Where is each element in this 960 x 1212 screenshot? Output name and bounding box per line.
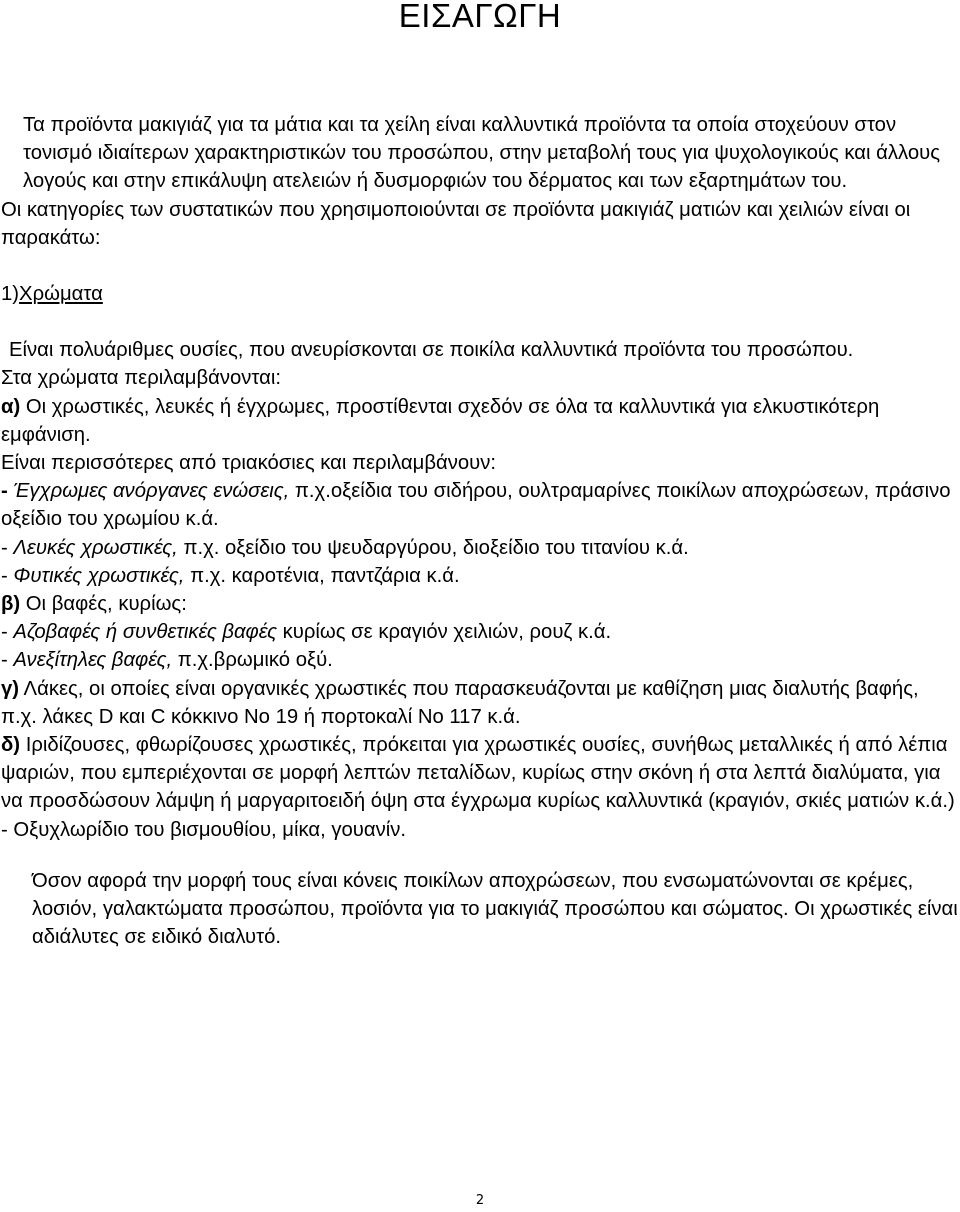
intro-paragraph-2: Οι κατηγορίες των συστατικών που χρησιμοποιούνται σε προϊόντα μακιγιάζ ματιών και χειλιών είναι οι παρακάτω: bbox=[1, 198, 911, 249]
page-number: 2 bbox=[475, 1193, 485, 1208]
section-paragraph-1: Είναι πολυάριθμες ουσίες, που ανευρίσκονται σε ποικίλα καλλυντικά προϊόντα του προσώπου. bbox=[9, 339, 854, 362]
item-d-text: Ιριδίζουσες, φθωρίζουσες χρωστικές, πρόκειται για χρωστικές ουσίες, συνήθως μεταλλικές ή από λέπια ψαριών, που εμπεριέχονται σε μορφή λεπτών πεταλίδων, κυρίως στην σκόνη ή στα λεπτά διαλύματα, για να προσδώσουν λάμψη ή μαργαριτοειδή όψη στα έγχρωμα κυρίως καλλυντικά (κραγιόν, σκιές ματιών κ.ά.) bbox=[1, 734, 955, 813]
document-body bbox=[1, 111, 959, 951]
list-item-b bbox=[1, 590, 959, 618]
spacer bbox=[1, 252, 959, 280]
list-item-d bbox=[1, 731, 959, 816]
section-title: Χρώματα bbox=[19, 283, 103, 306]
dash: - bbox=[1, 480, 14, 503]
sub-item-b2-text: π.χ.βρωμικό οξύ. bbox=[172, 649, 333, 672]
spacer bbox=[1, 308, 959, 336]
item-c-label: γ) bbox=[1, 677, 20, 700]
list-item-c bbox=[1, 675, 959, 731]
closing-paragraph: Όσον αφορά την μορφή τους είναι κόνεις ποικίλων αποχρώσεων, που ενσωματώνονται σε κρέμες, λοσιόν, γαλακτώματα προσώπου, προϊόντα για το μακιγιάζ προσώπου και σώματος. Οι χρωστικές είναι αδιάλυτες σε ειδικό διαλυτό. bbox=[32, 869, 958, 949]
item-b-label: β) bbox=[1, 593, 21, 616]
dash: - bbox=[1, 564, 14, 587]
sub-item-a2-text: π.χ. οξείδιο του ψευδαργύρου, διοξείδιο του τιτανίου κ.ά. bbox=[177, 536, 689, 559]
sub-item-d1: - Οξυχλωρίδιο του βισμουθίου, μίκα, γουανίν. bbox=[1, 818, 407, 841]
sub-item-a2 bbox=[1, 534, 959, 562]
item-d-label: δ) bbox=[1, 734, 21, 757]
dash: - bbox=[1, 536, 14, 559]
intro-paragraph-1: Τα προϊόντα μακιγιάζ για τα μάτια και τα χείλη είναι καλλυντικά προϊόντα τα οποία στοχεύουν στον τονισμό ιδιαίτερων χαρακτηριστικών του προσώπου, στην μεταβολή τους για ψυχολογικούς και άλλους λογούς και στην επικάλυψη ατελειών ή δυσμορφιών του δέρματος και των εξαρτημάτων του. bbox=[23, 114, 941, 193]
sub-item-b2 bbox=[1, 646, 959, 674]
sub-item-a2-emphasis: Λευκές χρωστικές, bbox=[13, 536, 178, 559]
section-heading bbox=[1, 280, 959, 308]
item-a-more: Είναι περισσότερες από τριακόσιες και περιλαμβάνουν: bbox=[1, 452, 496, 475]
sub-item-a1-text: π.χ.οξείδια του σιδήρου, ουλτραμαρίνες ποικίλων αποχρώσεων, πράσινο οξείδιο του χρωμίου κ.ά. bbox=[1, 480, 951, 531]
spacer bbox=[1, 844, 959, 867]
item-a-label: α) bbox=[1, 395, 21, 418]
section-number: 1) bbox=[1, 283, 20, 306]
item-c-text: Λάκες, οι οποίες είναι οργανικές χρωστικές που παρασκευάζονται με καθίζηση μιας διαλυτής βαφής, π.χ. λάκες D και C κόκκινο No 19 ή πορτοκαλί No 117 κ.ά. bbox=[1, 677, 919, 728]
sub-item-b1-emphasis: Αζοβαφές ή συνθετικές βαφές bbox=[13, 621, 277, 644]
item-b-text: Οι βαφές, κυρίως: bbox=[20, 593, 187, 616]
sub-item-b1-text: κυρίως σε κραγιόν χειλιών, ρουζ κ.ά. bbox=[276, 621, 612, 644]
dash: - bbox=[1, 649, 14, 672]
list-item-a bbox=[1, 393, 959, 449]
page-title: ΕΙΣΑΓΩΓΗ bbox=[398, 0, 562, 34]
sub-item-a1-emphasis: Έγχρωμες ανόργανες ενώσεις, bbox=[13, 480, 290, 503]
sub-item-a3-emphasis: Φυτικές χρωστικές, bbox=[13, 564, 185, 587]
sub-item-b1 bbox=[1, 618, 959, 646]
section-paragraph-2: Στα χρώματα περιλαμβάνονται: bbox=[1, 367, 282, 390]
sub-item-a3-text: π.χ. καροτένια, παντζάρια κ.ά. bbox=[184, 564, 460, 587]
sub-item-a3 bbox=[1, 562, 959, 590]
dash: - bbox=[1, 621, 14, 644]
item-a-text: Οι χρωστικές, λευκές ή έγχρωμες, προστίθενται σχεδόν σε όλα τα καλλυντικά για ελκυστικότερη εμφάνιση. bbox=[1, 395, 880, 446]
sub-item-b2-emphasis: Ανεξίτηλες βαφές, bbox=[13, 649, 173, 672]
sub-item-a1 bbox=[1, 477, 959, 533]
